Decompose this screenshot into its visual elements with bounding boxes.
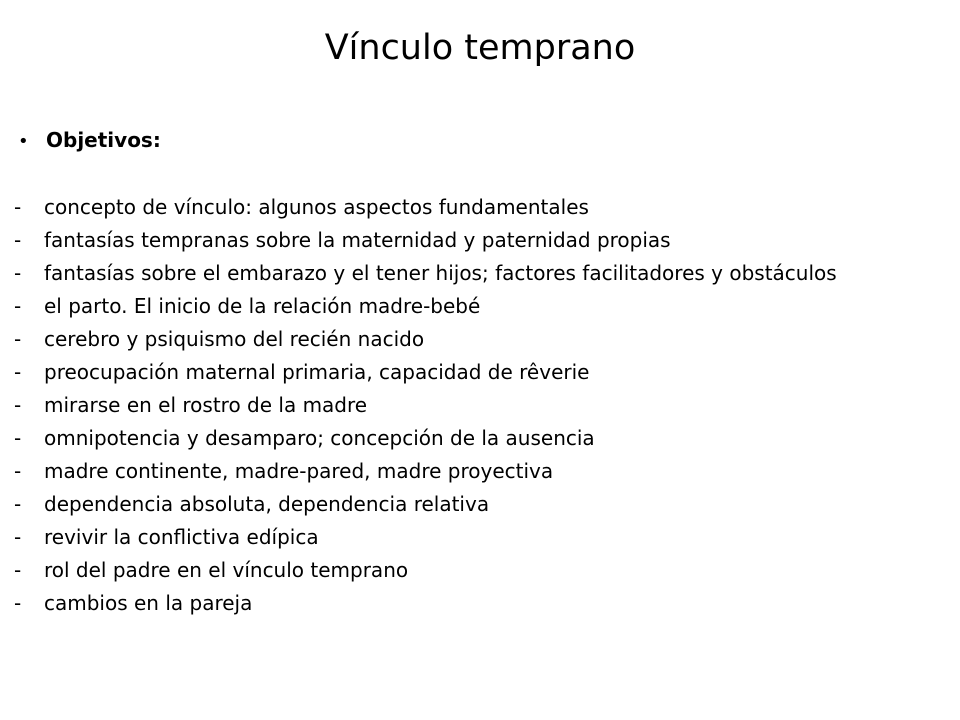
list-item-text: concepto de vínculo: algunos aspectos fundamentales — [44, 195, 589, 219]
list-item — [14, 195, 944, 220]
list-item-text: cambios en la pareja — [44, 591, 253, 615]
list-item — [14, 558, 944, 583]
list-item-text: dependencia absoluta, dependencia relativa — [44, 492, 490, 516]
objectives-list — [14, 195, 944, 624]
list-item-text: preocupación maternal primaria, capacidad de rêverie — [44, 360, 590, 384]
list-item — [14, 525, 944, 550]
list-item-text: cerebro y psiquismo del recién nacido — [44, 327, 425, 351]
list-item-text: mirarse en el rostro de la madre — [44, 393, 368, 417]
dash-marker: - — [14, 492, 22, 516]
objectives-heading — [18, 122, 161, 160]
list-item — [14, 327, 944, 352]
dash-marker: - — [14, 426, 22, 450]
list-item-text: el parto. El inicio de la relación madre-bebé — [44, 294, 481, 318]
slide-title: Vínculo temprano — [324, 28, 636, 68]
list-item-text: rol del padre en el vínculo temprano — [44, 558, 409, 582]
dash-marker: - — [14, 558, 22, 582]
list-item — [14, 459, 944, 484]
list-item — [14, 228, 944, 253]
list-item — [14, 360, 944, 385]
dash-marker: - — [14, 294, 22, 318]
list-item — [14, 591, 944, 616]
list-item — [14, 294, 944, 319]
objectives-label: Objetivos: — [46, 128, 161, 152]
dash-marker: - — [14, 591, 22, 615]
list-item — [14, 492, 944, 517]
bullet-icon: • — [18, 131, 29, 152]
list-item-text: fantasías sobre el embarazo y el tener hijos; factores facilitadores y obstáculos — [44, 261, 837, 285]
list-item-text: fantasías tempranas sobre la maternidad y paternidad propias — [44, 228, 671, 252]
dash-marker: - — [14, 459, 22, 483]
dash-marker: - — [14, 360, 22, 384]
dash-marker: - — [14, 228, 22, 252]
list-item-text: omnipotencia y desamparo; concepción de la ausencia — [44, 426, 595, 450]
list-item — [14, 426, 944, 451]
list-item — [14, 261, 944, 286]
dash-marker: - — [14, 525, 22, 549]
dash-marker: - — [14, 327, 22, 351]
list-item — [14, 393, 944, 418]
list-item-text: madre continente, madre-pared, madre proyectiva — [44, 459, 554, 483]
list-item-text: revivir la conflictiva edípica — [44, 525, 319, 549]
dash-marker: - — [14, 195, 22, 219]
dash-marker: - — [14, 393, 22, 417]
dash-marker: - — [14, 261, 22, 285]
